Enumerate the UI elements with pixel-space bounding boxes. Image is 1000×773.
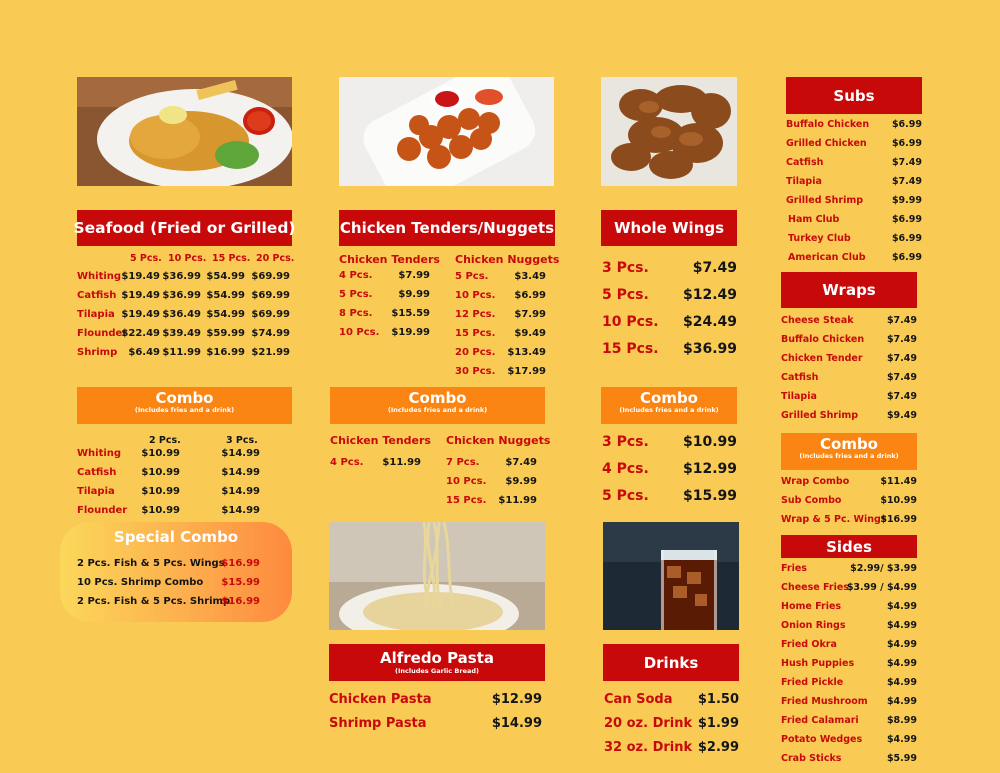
seafood-price: $69.99 <box>251 290 290 301</box>
sides-header <box>781 535 917 558</box>
combo-tenders-qty: 4 Pcs. <box>330 457 364 468</box>
wrap-name: Catfish <box>781 372 819 383</box>
sub-price: $6.99 <box>891 252 922 263</box>
sub-name: American Club <box>788 252 866 263</box>
side-name: Crab Sticks <box>781 753 842 764</box>
pasta-title: Alfredo Pasta <box>379 648 495 667</box>
side-price: $2.99/ $3.99 <box>850 563 917 574</box>
wraps-header <box>781 272 917 308</box>
seafood-combo-col-header: 3 Pcs. <box>226 435 258 446</box>
wrap-name: Chicken Tender <box>781 353 863 364</box>
side-name: Onion Rings <box>781 620 846 631</box>
tenders-qty: 5 Pcs. <box>339 289 373 300</box>
chicken-header <box>339 210 555 246</box>
seafood-row-name: Shrimp <box>77 347 118 358</box>
pasta-price: $12.99 <box>491 692 542 707</box>
seafood-price: $22.49 <box>121 328 160 339</box>
seafood-price: $59.99 <box>206 328 245 339</box>
tenders-price: $15.59 <box>391 308 430 319</box>
seafood-price: $39.49 <box>162 328 201 339</box>
seafood-combo-header <box>77 387 292 424</box>
chicken-title: Chicken Tenders/Nuggets <box>339 219 555 237</box>
seafood-combo-name: Flounder <box>77 505 128 516</box>
side-price: $3.99 / $4.99 <box>846 582 917 593</box>
chicken-tenders-label: Chicken Tenders <box>339 253 440 266</box>
special-combo-price: $16.99 <box>221 596 260 607</box>
fish-plate-photo <box>77 77 292 186</box>
wings-combo-qty: 4 Pcs. <box>602 461 649 477</box>
pasta-name: Chicken Pasta <box>329 692 432 707</box>
combo-nuggets-qty: 10 Pcs. <box>446 476 487 487</box>
wraps-combo-title: Combo <box>820 435 878 453</box>
seafood-price: $69.99 <box>251 309 290 320</box>
seafood-price: $74.99 <box>251 328 290 339</box>
nuggets-qty: 20 Pcs. <box>455 347 496 358</box>
nuggets-qty: 15 Pcs. <box>455 328 496 339</box>
seafood-col-header: 15 Pcs. <box>212 253 251 264</box>
special-combo-name: 10 Pcs. Shrimp Combo <box>77 577 204 588</box>
seafood-price: $69.99 <box>251 271 290 282</box>
wings-combo-price: $15.99 <box>682 488 737 504</box>
fried-wings-photo <box>601 77 737 186</box>
seafood-price: $11.99 <box>162 347 201 358</box>
wrap-price: $7.49 <box>886 372 917 383</box>
side-name: Fried Pickle <box>781 677 844 688</box>
wrap-price: $7.49 <box>886 353 917 364</box>
seafood-combo-price: $14.99 <box>221 505 260 516</box>
nuggets-price: $13.49 <box>507 347 546 358</box>
wraps-combo-price: $10.99 <box>880 495 917 506</box>
seafood-price: $54.99 <box>206 290 245 301</box>
sub-name: Turkey Club <box>788 233 851 244</box>
seafood-price: $19.49 <box>121 309 160 320</box>
wings-qty: 3 Pcs. <box>602 260 649 276</box>
combo-nuggets-qty: 7 Pcs. <box>446 457 480 468</box>
sub-name: Ham Club <box>788 214 840 225</box>
seafood-price: $54.99 <box>206 309 245 320</box>
sub-price: $9.99 <box>891 195 922 206</box>
side-price: $4.99 <box>886 734 917 745</box>
sub-price: $6.99 <box>891 233 922 244</box>
chicken-combo-subtitle: (Includes fries and a drink) <box>387 406 488 414</box>
seafood-combo-price: $14.99 <box>221 448 260 459</box>
special-combo-price: $15.99 <box>221 577 260 588</box>
wings-qty: 10 Pcs. <box>602 314 659 330</box>
seafood-price: $16.99 <box>206 347 245 358</box>
wings-price: $7.49 <box>692 260 737 276</box>
soda-photo <box>603 522 739 630</box>
wings-combo-header <box>601 387 737 424</box>
tenders-price: $9.99 <box>398 289 430 300</box>
side-name: Potato Wedges <box>781 734 863 745</box>
sub-name: Tilapia <box>786 176 822 187</box>
wings-combo-title: Combo <box>640 389 698 407</box>
seafood-row-name: Catfish <box>77 290 117 301</box>
chicken-nuggets-label: Chicken Nuggets <box>455 253 560 266</box>
wraps-combo-name: Wrap Combo <box>781 476 850 487</box>
wrap-name: Buffalo Chicken <box>781 334 865 345</box>
drink-name: 32 oz. Drink <box>604 740 693 755</box>
seafood-combo-name: Tilapia <box>77 486 115 497</box>
sub-name: Catfish <box>786 157 824 168</box>
seafood-col-header: 10 Pcs. <box>168 253 207 264</box>
pasta-header <box>329 644 545 681</box>
nuggets-price: $6.99 <box>514 290 546 301</box>
chicken-combo-header <box>330 387 545 424</box>
nuggets-qty: 10 Pcs. <box>455 290 496 301</box>
seafood-combo-price: $14.99 <box>221 486 260 497</box>
side-name: Fries <box>781 563 807 574</box>
wraps-combo-name: Wrap & 5 Pc. Wings <box>781 514 887 525</box>
seafood-combo-price: $10.99 <box>141 505 180 516</box>
seafood-combo-price: $10.99 <box>141 486 180 497</box>
nuggets-price: $17.99 <box>507 366 546 377</box>
wings-header <box>601 210 737 246</box>
side-name: Hush Puppies <box>781 658 855 669</box>
combo-nuggets-label: Chicken Nuggets <box>446 434 551 447</box>
side-name: Fried Mushroom <box>781 696 868 707</box>
side-price: $4.99 <box>886 658 917 669</box>
wraps-title: Wraps <box>822 281 876 299</box>
wings-combo-qty: 5 Pcs. <box>602 488 649 504</box>
seafood-price: $19.49 <box>121 271 160 282</box>
side-price: $5.99 <box>886 753 917 764</box>
wings-combo-subtitle: (Includes fries and a drink) <box>619 406 719 414</box>
sub-name: Grilled Shrimp <box>786 195 864 206</box>
sub-name: Buffalo Chicken <box>786 119 870 130</box>
wings-price: $24.49 <box>682 314 737 330</box>
drink-price: $1.50 <box>697 692 739 707</box>
wraps-combo-header <box>781 433 917 470</box>
nuggets-price: $9.49 <box>514 328 546 339</box>
nuggets-qty: 5 Pcs. <box>455 271 489 282</box>
subs-title: Subs <box>833 86 875 105</box>
seafood-title: Seafood (Fried or Grilled) <box>73 219 296 237</box>
sub-price: $7.49 <box>891 157 922 168</box>
side-price: $4.99 <box>886 620 917 631</box>
nuggets-price: $3.49 <box>514 271 546 282</box>
seafood-price: $19.49 <box>121 290 160 301</box>
nuggets-price: $7.99 <box>514 309 546 320</box>
tenders-qty: 4 Pcs. <box>339 270 373 281</box>
side-name: Fried Okra <box>781 639 837 650</box>
seafood-price: $21.99 <box>251 347 290 358</box>
side-price: $4.99 <box>886 639 917 650</box>
wings-qty: 15 Pcs. <box>602 341 659 357</box>
combo-nuggets-price: $11.99 <box>498 495 537 506</box>
drink-price: $2.99 <box>697 740 739 755</box>
seafood-combo-price: $14.99 <box>221 467 260 478</box>
seafood-price: $36.49 <box>162 309 201 320</box>
pasta-name: Shrimp Pasta <box>329 716 427 731</box>
special-combo-panel <box>60 522 292 622</box>
special-combo-name: 2 Pcs. Fish & 5 Pcs. Shrimp <box>77 596 231 607</box>
pasta-price: $14.99 <box>491 716 542 731</box>
sub-price: $6.99 <box>891 119 922 130</box>
seafood-combo-title: Combo <box>155 389 214 407</box>
wrap-price: $7.49 <box>886 334 917 345</box>
pasta-subtitle: (Includes Garlic Bread) <box>395 666 479 675</box>
side-price: $4.99 <box>886 601 917 612</box>
tenders-price: $19.99 <box>391 327 430 338</box>
wrap-price: $7.49 <box>886 391 917 402</box>
side-name: Fried Calamari <box>781 715 859 726</box>
wraps-combo-price: $16.99 <box>880 514 917 525</box>
chicken-nuggets-photo <box>339 77 554 186</box>
seafood-price: $36.99 <box>162 290 201 301</box>
seafood-combo-subtitle: (Includes fries and a drink) <box>134 406 235 414</box>
nuggets-qty: 30 Pcs. <box>455 366 496 377</box>
seafood-combo-price: $10.99 <box>141 448 180 459</box>
drink-name: Can Soda <box>604 692 673 707</box>
seafood-price: $54.99 <box>206 271 245 282</box>
seafood-price: $36.99 <box>162 271 201 282</box>
nuggets-qty: 12 Pcs. <box>455 309 496 320</box>
drinks-title: Drinks <box>643 653 699 672</box>
side-price: $4.99 <box>886 677 917 688</box>
pasta-photo <box>329 522 545 630</box>
special-combo-price: $16.99 <box>221 558 260 569</box>
side-price: $4.99 <box>886 696 917 707</box>
wings-title: Whole Wings <box>613 219 725 237</box>
tenders-qty: 10 Pcs. <box>339 327 380 338</box>
combo-tenders-price: $11.99 <box>382 457 421 468</box>
wings-combo-price: $10.99 <box>682 434 737 450</box>
special-combo-name: 2 Pcs. Fish & 5 Pcs. Wings <box>77 558 225 569</box>
drink-name: 20 oz. Drink <box>604 716 693 731</box>
wraps-combo-subtitle: (Includes fries and a drink) <box>799 452 899 460</box>
special-combo-title: Special Combo <box>113 528 239 546</box>
wraps-combo-name: Sub Combo <box>781 495 842 506</box>
seafood-price: $6.49 <box>128 347 160 358</box>
wings-price: $36.99 <box>682 341 737 357</box>
wrap-name: Cheese Steak <box>781 315 854 326</box>
combo-tenders-label: Chicken Tenders <box>330 434 431 447</box>
side-name: Home Fries <box>781 601 842 612</box>
seafood-row-name: Whiting <box>77 271 122 282</box>
wrap-price: $7.49 <box>886 315 917 326</box>
tenders-price: $7.99 <box>398 270 430 281</box>
wings-combo-qty: 3 Pcs. <box>602 434 649 450</box>
wings-price: $12.49 <box>682 287 737 303</box>
sub-price: $7.49 <box>891 176 922 187</box>
seafood-combo-name: Whiting <box>77 448 122 459</box>
wings-combo-price: $12.99 <box>682 461 737 477</box>
sub-name: Grilled Chicken <box>786 138 867 149</box>
seafood-col-header: 20 Pcs. <box>256 253 295 264</box>
seafood-combo-col-header: 2 Pcs. <box>149 435 181 446</box>
side-name: Cheese Fries <box>781 582 849 593</box>
subs-header <box>786 77 922 114</box>
sub-price: $6.99 <box>891 138 922 149</box>
sub-price: $6.99 <box>891 214 922 225</box>
seafood-row-name: Flounder <box>77 328 128 339</box>
seafood-col-header: 5 Pcs. <box>130 253 162 264</box>
tenders-qty: 8 Pcs. <box>339 308 373 319</box>
wrap-name: Grilled Shrimp <box>781 410 859 421</box>
seafood-combo-price: $10.99 <box>141 467 180 478</box>
chicken-combo-title: Combo <box>408 389 467 407</box>
wrap-name: Tilapia <box>781 391 817 402</box>
seafood-combo-name: Catfish <box>77 467 117 478</box>
sides-title: Sides <box>826 537 872 556</box>
seafood-header <box>73 210 296 246</box>
wrap-price: $9.49 <box>886 410 917 421</box>
seafood-row-name: Tilapia <box>77 309 115 320</box>
wings-qty: 5 Pcs. <box>602 287 649 303</box>
drink-price: $1.99 <box>697 716 739 731</box>
combo-nuggets-price: $7.49 <box>505 457 537 468</box>
side-price: $8.99 <box>886 715 917 726</box>
combo-nuggets-qty: 15 Pcs. <box>446 495 487 506</box>
wraps-combo-price: $11.49 <box>880 476 917 487</box>
combo-nuggets-price: $9.99 <box>505 476 537 487</box>
drinks-header <box>603 644 739 681</box>
